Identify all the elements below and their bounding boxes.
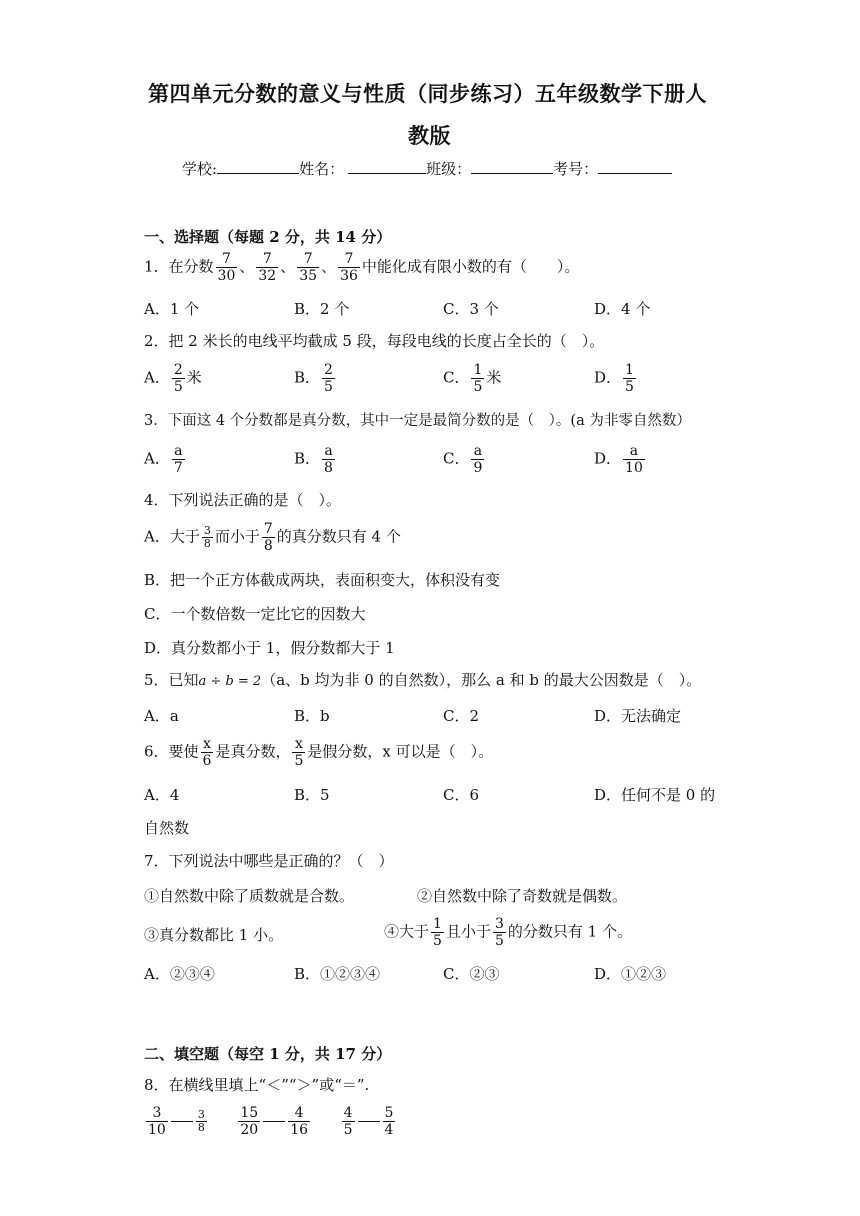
q5-option-c[interactable]: C．2 [443,707,480,725]
q1-frac-2: $\frac{7}{32}$ [258,251,277,284]
q8-pair-2: $\frac{15}{20}$ $\frac{4}{16}$ [240,1105,309,1138]
q4-option-d[interactable]: D．真分数都小于 1，假分数都大于 1 [144,639,395,657]
q5-expression: a ÷ b = 2 [198,674,262,689]
q6-option-c[interactable]: C．6 [443,786,480,804]
q2-option-c[interactable]: C． $\frac{1}{5}$ 米 [443,362,502,395]
q2-option-b[interactable]: B． $\frac{2}{5}$ [294,362,333,395]
q4-option-c[interactable]: C．一个数倍数一定比它的因数大 [144,605,366,623]
student-info-line [182,158,672,179]
q1-option-d[interactable]: D．4 个 [594,300,651,318]
q2-option-d[interactable]: D． $\frac{1}{5}$ [594,362,634,395]
q8-blank-3[interactable] [358,1121,380,1122]
q1-option-c[interactable]: C．3 个 [443,300,499,318]
question-7: 7．下列说法中哪些是正确的？（ ） [144,852,394,870]
q8-blank-1[interactable] [171,1121,193,1122]
school-label: 学校: [182,160,218,178]
q7-option-c[interactable]: C．②③ [443,965,500,983]
q3-option-a[interactable]: A． $\frac{a}{7}$ [144,443,183,476]
q1-frac-4: $\frac{7}{36}$ [340,251,358,284]
class-label: 班级： [426,160,472,178]
q1-text-pre: 1．在分数 [144,257,214,276]
q1-option-b[interactable]: B．2 个 [294,300,350,318]
q8-blank-2[interactable] [263,1121,285,1122]
question-8: 8．在横线里填上“＜”“＞”或“＝”. [144,1076,370,1094]
q5-option-a[interactable]: A．a [144,707,179,725]
q6-option-b[interactable]: B．5 [294,786,330,804]
q7-statement-1: ①自然数中除了质数就是合数。 [144,887,355,905]
q5-option-b[interactable]: B．b [294,707,330,725]
question-4: 4．下列说法正确的是（ ）。 [144,491,342,509]
q3-option-d[interactable]: D． $\frac{a}{10}$ [594,443,643,476]
q7-statement-3: ③真分数都比 1 小。 [144,926,284,944]
q6-option-d[interactable]: D．任何不是 0 的 [594,786,716,804]
name-label: 姓名： [299,160,345,178]
q4-option-a[interactable]: A．大于 $\frac{3}{8}$ 而小于 $\frac{7}{8}$ 的真分数只有 4 个 [144,521,401,554]
question-2: 2．把 2 米长的电线平均截成 5 段，每段电线的长度占全长的（ ）。 [144,332,605,350]
q3-option-b[interactable]: B． $\frac{a}{8}$ [294,443,333,476]
q6-option-a[interactable]: A．4 [144,786,180,804]
q7-option-d[interactable]: D．①②③ [594,965,667,983]
q7-option-b[interactable]: B．①②③④ [294,965,381,983]
q8-pair-3: $\frac{4}{5}$ $\frac{5}{4}$ [343,1105,394,1138]
question-6: 6．要使 $\frac{x}{6}$ 是真分数， $\frac{x}{5}$ 是假分数，x 可以是（ ）。 [144,736,494,769]
school-blank[interactable] [217,159,299,174]
exam-no-blank[interactable] [598,159,672,174]
q7-option-a[interactable]: A．②③④ [144,965,215,983]
q7-statement-2: ②自然数中除了奇数就是偶数。 [417,887,628,905]
section1-heading: 一、选择题（每题 2 分，共 14 分） [144,228,392,246]
q8-comparisons [144,1105,397,1138]
q1-option-a[interactable]: A．1 个 [144,300,200,318]
class-blank[interactable] [471,159,553,174]
page-title-line1: 第四单元分数的意义与性质（同步练习）五年级数学下册人 [148,81,707,106]
name-blank[interactable] [348,159,426,174]
q8-pair-1: $\frac{3}{10}$ $\frac{3}{8}$ [148,1105,205,1138]
q2-option-a[interactable]: A． $\frac{2}{5}$ 米 [144,362,202,395]
question-3: 3．下面这 4 个分数都是真分数，其中一定是最简分数的是（ ）。(a 为非零自然数） [144,413,691,429]
q4-option-b[interactable]: B．把一个正方体截成两块，表面积变大，体积没有变 [144,571,501,589]
q5-option-d[interactable]: D．无法确定 [594,707,682,725]
section2-heading: 二、填空题（每空 1 分，共 17 分） [144,1045,392,1063]
q6-option-d-wrap: 自然数 [144,819,190,837]
q1-frac-3: $\frac{7}{35}$ [299,251,318,284]
q1-text-post: 中能化成有限小数的有（ ）。 [361,257,580,276]
q1-frac-1: $\frac{7}{30}$ [217,251,236,284]
page-title-line2: 教版 [408,123,451,148]
q7-statement-4: ④大于 $\frac{1}{5}$ 且小于 $\frac{3}{5}$ 的分数只有 1 个。 [384,916,632,949]
q3-option-c[interactable]: C． $\frac{a}{9}$ [443,443,483,476]
question-5: 5．已知a ÷ b = 2（a、b 均为非 0 的自然数），那么 a 和 b 的最大公因数是（ ）。 [144,671,702,689]
exam-no-label: 考号： [553,160,599,178]
question-1: 1．在分数 $\frac{7}{30}$ 、 $\frac{7}{32}$ 、 $\frac{7}{35}$ 、 $\frac{7}{36}$ 中能化成有限小数的有（ ）。 [144,251,580,284]
